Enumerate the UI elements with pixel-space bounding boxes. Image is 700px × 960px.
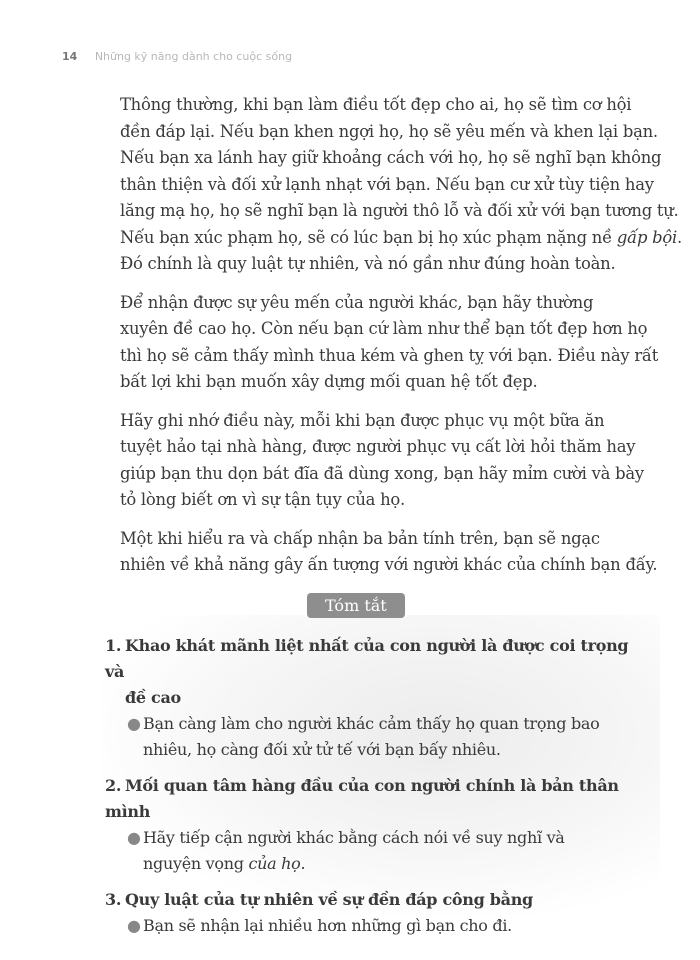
summary-list: [105, 633, 645, 949]
bullet-text: nhiêu, họ càng đối xử tử tế với bạn bấy nhiêu.: [143, 740, 501, 759]
summary-item: [105, 773, 645, 877]
summary-bullet: [105, 711, 645, 763]
text-line: tuyệt hảo tại nhà hàng, được người phục vụ cất lời hỏi thăm hay: [120, 437, 636, 456]
text-line: [120, 225, 682, 252]
bullet-text: Bạn càng làm cho người khác cảm thấy họ quan trọng bao: [143, 714, 600, 733]
text-line: đền đáp lại. Nếu bạn khen ngợi họ, họ sẽ yêu mến và khen lại bạn.: [120, 121, 658, 141]
summary-item-heading: [105, 633, 645, 711]
text-line: Thông thường, khi bạn làm điều tốt đẹp cho ai, họ sẽ tìm cơ hội: [120, 95, 632, 114]
italic-emphasis: gấp bội: [616, 227, 678, 247]
text-line: thân thiện và đối xử lạnh nhạt với bạn. Nếu bạn cư xử tùy tiện hay: [120, 174, 654, 194]
bullet-text: [143, 851, 645, 877]
paragraph-3: [120, 408, 650, 514]
item-heading-text: Mối quan tâm hàng đầu của con người chính là bản thân mình: [105, 776, 619, 821]
italic-emphasis: của họ: [248, 854, 301, 873]
summary-bullet: [105, 825, 645, 877]
text-line: xuyên đề cao họ. Còn nếu bạn cứ làm như thể bạn tốt đẹp hơn họ: [120, 319, 648, 338]
item-number: 2.: [105, 776, 122, 795]
summary-title: Tóm tắt: [307, 593, 405, 618]
summary-bullet: [105, 913, 645, 939]
text-line: Đó chính là quy luật tự nhiên, và nó gần như đúng hoàn toàn.: [120, 254, 616, 273]
summary-item: [105, 887, 645, 939]
item-number: 3.: [105, 890, 122, 909]
bullet-icon: ●: [127, 714, 141, 733]
paragraph-1: [120, 92, 682, 278]
text-line: bất lợi khi bạn muốn xây dựng mối quan hệ tốt đẹp.: [120, 372, 538, 391]
running-header: [62, 50, 292, 63]
bullet-text: Hãy tiếp cận người khác bằng cách nói về suy nghĩ và: [143, 828, 565, 847]
text-line: Hãy ghi nhớ điều này, mỗi khi bạn được phục vụ một bữa ăn: [120, 410, 605, 430]
text-line: tỏ lòng biết ơn vì sự tận tụy của họ.: [120, 490, 406, 509]
running-title: Những kỹ năng dành cho cuộc sống: [94, 50, 293, 63]
bullet-icon: ●: [127, 828, 141, 847]
bullet-icon: ●: [127, 916, 141, 935]
text-line: nhiên về khả năng gây ấn tượng với người khác của chính bạn đấy.: [120, 555, 658, 574]
bullet-text: Bạn sẽ nhận lại nhiều hơn những gì bạn cho đi.: [143, 916, 512, 935]
body-text: [120, 92, 682, 591]
text-line: Một khi hiểu ra và chấp nhận ba bản tính trên, bạn sẽ ngạc: [120, 528, 600, 548]
paragraph-4: [120, 526, 658, 579]
text-segment: nguyện vọng: [143, 854, 249, 873]
text-line: giúp bạn thu dọn bát đĩa đã dùng xong, bạn hãy mỉm cười và bày: [120, 463, 644, 483]
summary-item: [105, 633, 645, 763]
page-number: 14: [62, 50, 78, 63]
summary-item-heading: [105, 887, 645, 913]
item-number: 1.: [105, 636, 122, 655]
item-heading-text: đề cao: [125, 688, 181, 707]
text-line: lăng mạ họ, họ sẽ nghĩ bạn là người thô lỗ và đối xử với bạn tương tự.: [120, 201, 679, 220]
item-heading-text: Quy luật của tự nhiên về sự đền đáp công bằng: [125, 890, 533, 909]
summary-item-heading: [105, 773, 645, 825]
item-heading-text: Khao khát mãnh liệt nhất của con người là được coi trọng và: [105, 636, 629, 681]
text-segment: .: [300, 854, 306, 873]
text-line: Để nhận được sự yêu mến của người khác, bạn hãy thường: [120, 292, 594, 312]
paragraph-2: [120, 290, 659, 396]
text-line: thì họ sẽ cảm thấy mình thua kém và ghen tỵ với bạn. Điều này rất: [120, 345, 659, 365]
text-segment: .: [677, 227, 682, 247]
text-line: Nếu bạn xa lánh hay giữ khoảng cách với họ, họ sẽ nghĩ bạn không: [120, 148, 662, 167]
text-segment: Nếu bạn xúc phạm họ, sẽ có lúc bạn bị họ xúc phạm nặng nề: [120, 227, 617, 247]
